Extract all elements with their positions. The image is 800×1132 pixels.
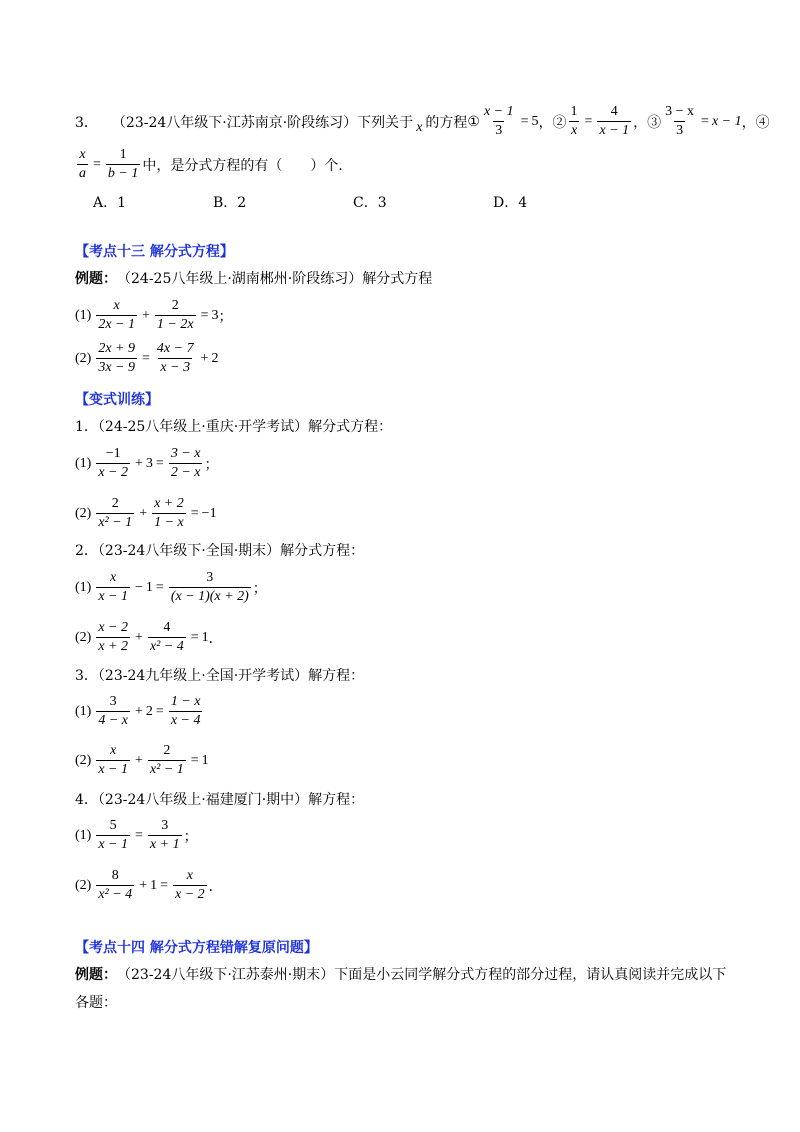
example-label: 例题： [75,271,117,287]
q3-eq-3: $\frac{3 - x}{3}$ = x − 1 [665,104,742,138]
q3-eq-2: $\frac{1}{x}$ = $\frac{4}{x - 1}$ [570,104,630,138]
q3-marker-3: ，③ [633,114,662,131]
q3-line-2 [75,147,352,182]
practice-q4: 4．（23-24八年级上·福建厦门·期中）解方程： [75,792,365,808]
practice-q1-eq-1: (1) $\frac{-1}{x - 2}$ + 3 = $\frac{3 - x}{2 - x}$ ； [75,446,219,480]
practice-q4-eq-1: (1) $\frac{5}{x - 1}$ = $\frac{3}{x + 1}$ ； [75,818,198,852]
example-text: （24-25八年级上·湖南郴州·阶段练习）解分式方程 [117,271,433,287]
q3-marker-1: ① [467,113,480,130]
q3-marker-2: ，② [538,114,567,131]
choice-a: A．1 [93,195,127,211]
example-eq-2: (2) $\frac{2x + 9}{3x - 9}$ = $\frac{4x - 7}{x - 3}$ + 2 [75,341,219,375]
section-14-example-cont: 各题： [75,995,117,1011]
section-14-title: 【考点十四 解分式方程错解复原问题】 [75,940,318,956]
practice-q1-eq-2: (2) $\frac{2}{\text{x² − 1}}$ + $\frac{x + 2}{1 - x}$ = −1 [75,496,217,530]
q3-var-x: x [416,119,423,135]
practice-q1: 1．（24-25八年级上·重庆·开学考试）解分式方程： [75,419,393,435]
choice-b: B．2 [213,195,247,211]
choice-d: D．4 [493,195,528,211]
practice-q2-eq-2: (2) $\frac{x - 2}{x + 2}$ + $\frac{4}{\text{x² − 4}}$ = 1 ． [75,620,223,654]
choice-c: C．3 [353,195,387,211]
practice-q4-eq-2: (2) $\frac{8}{\text{x² − 4}}$ + 1 = $\frac{x}{x - 2}$ ． [75,868,223,902]
q3-line-1 [75,104,770,139]
q3-eq-4: $\frac{x}{a}$ = $\frac{1}{b - 1}$ [79,147,139,181]
example-text-14: （23-24八年级下·江苏泰州·期末）下面是小云同学解分式方程的部分过程，请认真阅读并完成以下 [117,967,727,983]
q3-eq-1: $\frac{x - 1}{3}$ = 5 [483,104,539,138]
section-13-title: 【考点十三 解分式方程】 [75,244,234,260]
practice-q2-eq-1: (1) $\frac{x}{x - 1}$ − 1 = $\frac{3}{(x - 1)(x + 2)}$ ； [75,570,267,604]
q3-source: （23-24八年级下·江苏南京·阶段练习）下列关于 [111,114,414,131]
practice-q3-eq-1: (1) $\frac{3}{4 - x}$ + 2 = $\frac{1 - x}{x - 4}$ [75,694,201,728]
practice-q3: 3．（23-24九年级上·全国·开学考试）解方程： [75,668,365,684]
q3-marker-4: ，④ [741,114,770,131]
section-14-example [75,964,726,984]
q3-number: 3． [75,114,98,131]
q3-tail: 中，是分式方程的有（ ）个． [142,157,353,174]
practice-q3-eq-2: (2) $\frac{x}{x - 1}$ + $\frac{2}{\text{x² − 1}}$ = 1 [75,743,209,777]
practice-q2: 2．（23-24八年级下·全国·期末）解分式方程： [75,543,365,559]
section-13-example [75,268,432,288]
example-eq-1: (1) $\frac{x}{2x - 1}$ + $\frac{2}{1 - 2x}$ = 3 ； [75,298,233,332]
example-label-14: 例题： [75,967,117,983]
practice-title: 【变式训练】 [75,392,159,408]
q3-mid: 的方程 [425,114,468,131]
